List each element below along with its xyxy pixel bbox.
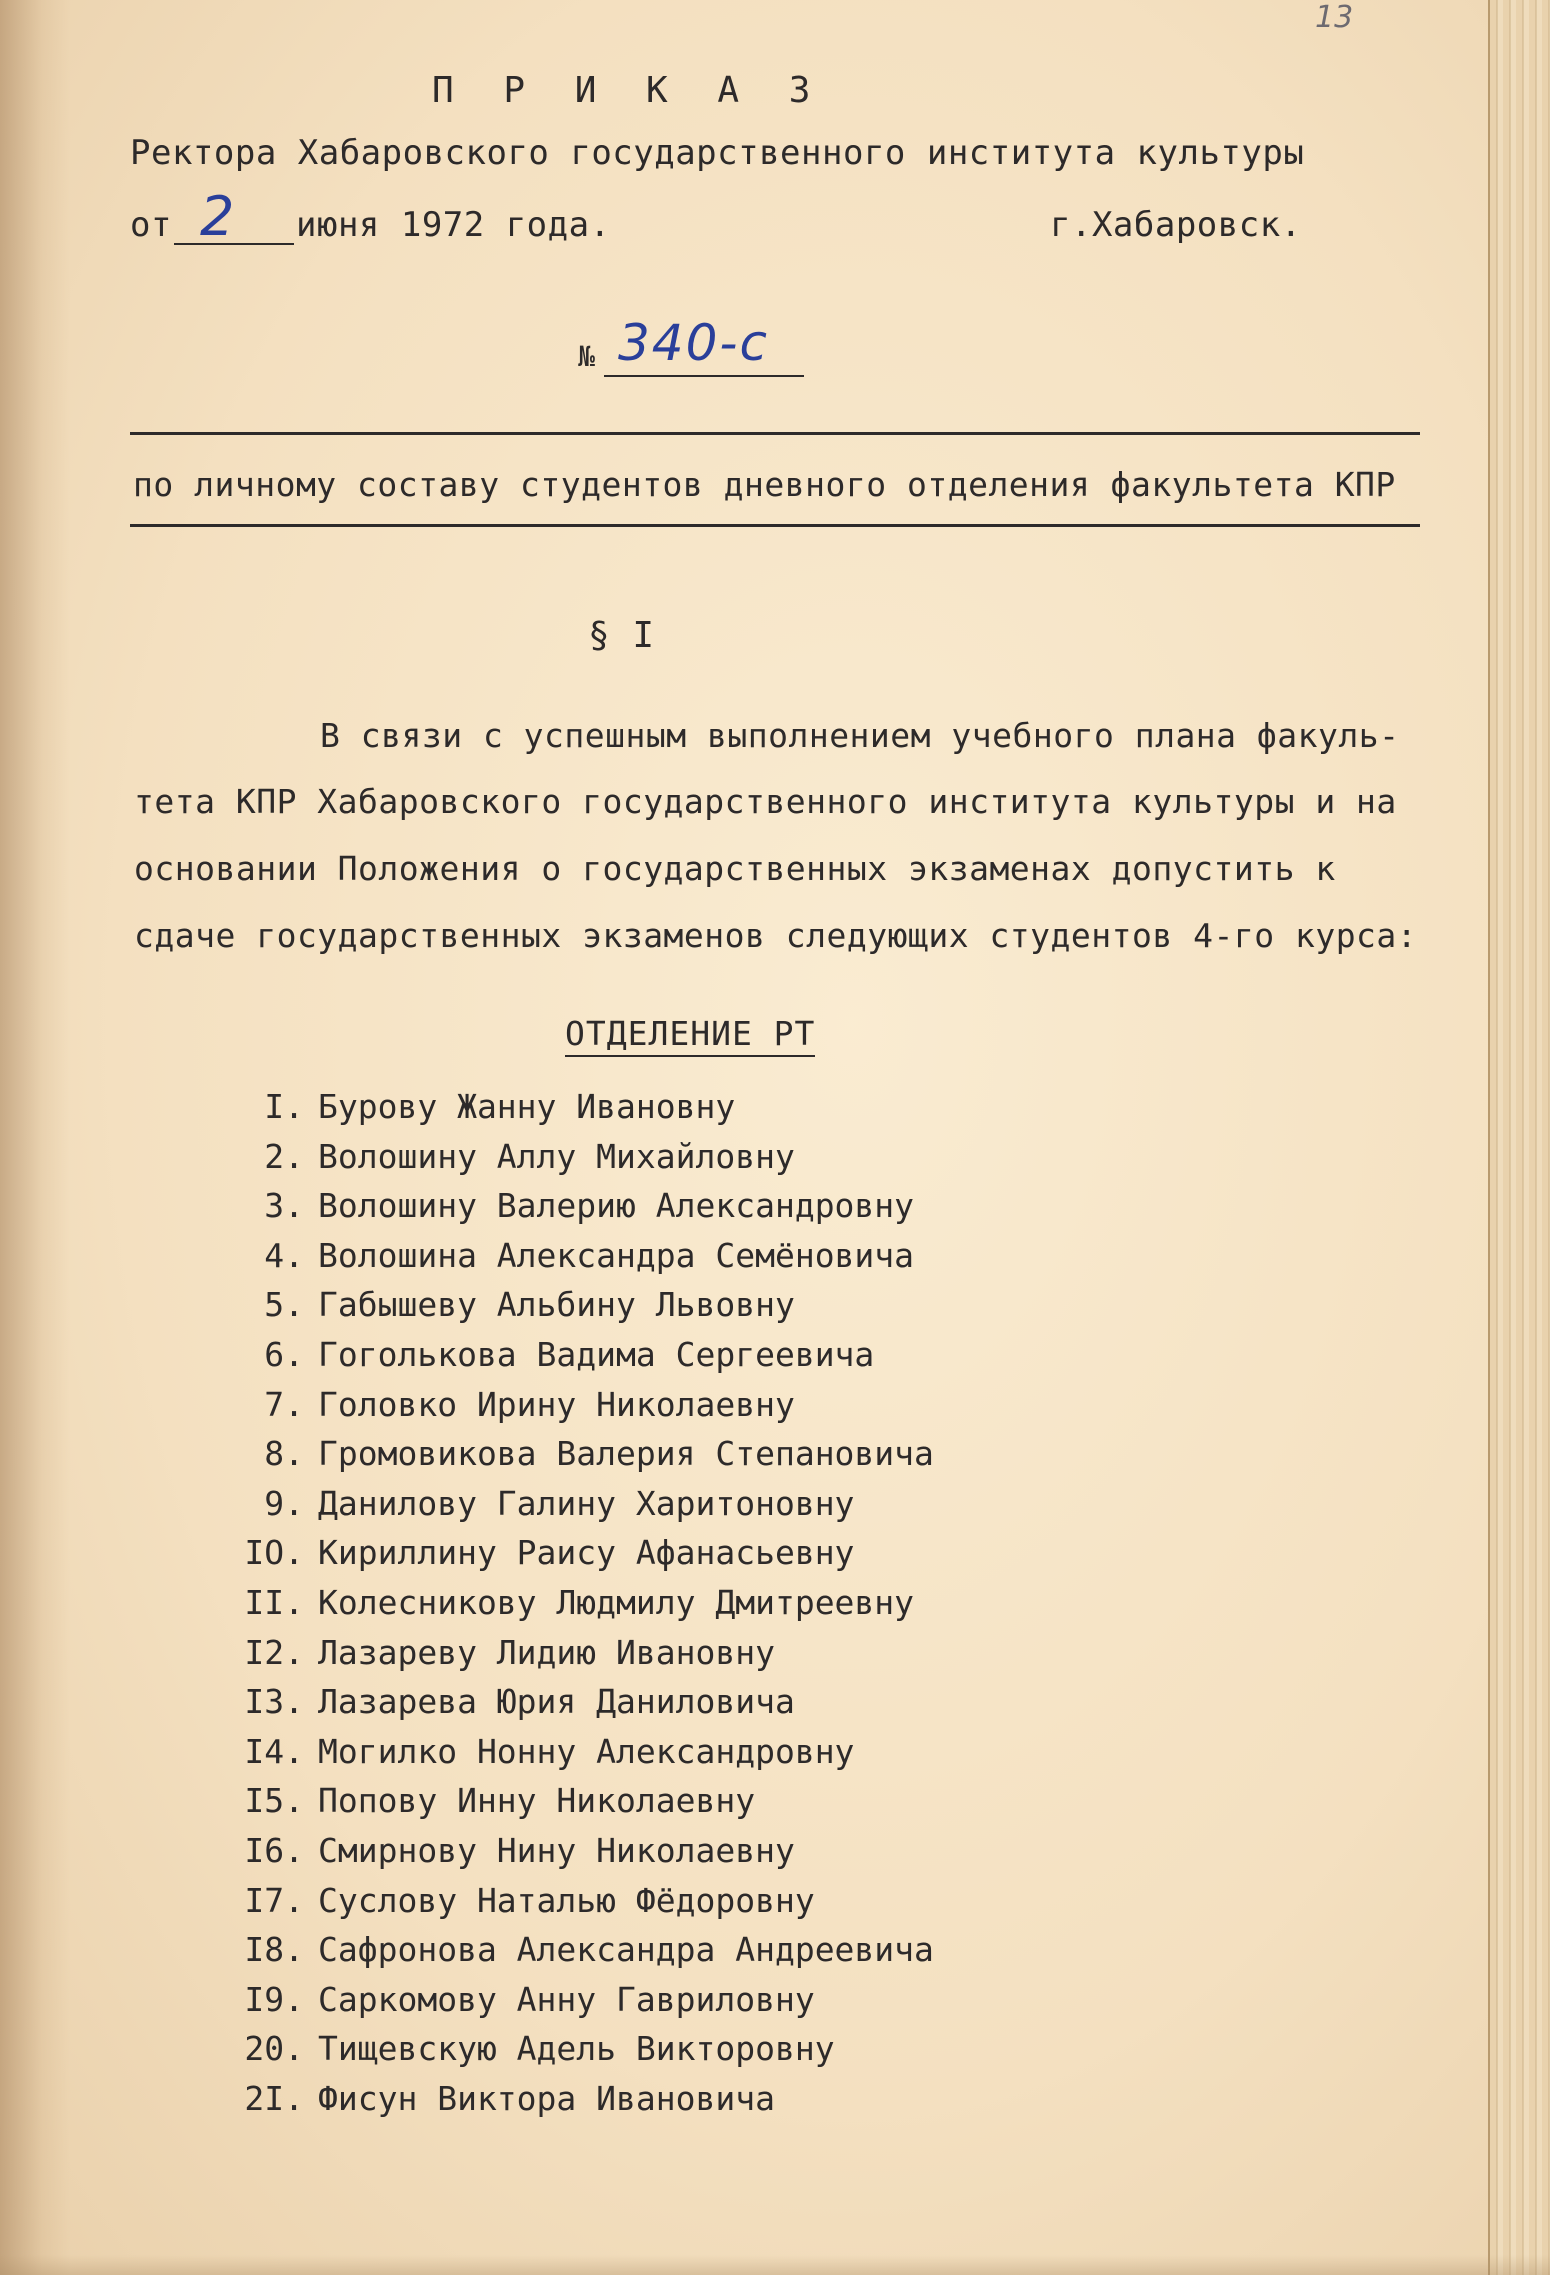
issuer-line: Ректора Хабаровского государственного института культуры <box>130 133 1305 173</box>
list-item <box>240 1628 934 1678</box>
list-item <box>240 1876 934 1926</box>
body-line: тета КПР Хабаровского государственного института культуры и на <box>134 782 1397 821</box>
student-name: Волошину Валерию Александровну <box>318 1186 915 1226</box>
body-line: основании Положения о государственных экзаменах допустить к <box>134 849 1336 888</box>
list-item <box>240 1727 934 1777</box>
item-number: I9. <box>244 1979 304 2019</box>
bottom-page-edge <box>0 2255 1550 2275</box>
archive-page-mark: 13 <box>1315 0 1354 35</box>
item-number: 20. <box>244 2029 304 2069</box>
item-number: 4. <box>264 1235 304 1275</box>
number-underline <box>604 375 804 377</box>
item-number: II. <box>244 1582 304 1622</box>
list-item <box>240 1132 934 1182</box>
order-number <box>578 314 838 380</box>
list-item <box>240 1826 934 1876</box>
section-heading: § I <box>588 615 655 656</box>
student-name: Кириллину Раису Афанасьевну <box>318 1533 855 1573</box>
student-name: Данилову Галину Харитоновну <box>318 1483 855 1523</box>
student-name: Сафронова Александра Андреевича <box>318 1930 934 1970</box>
list-item <box>240 1528 934 1578</box>
body-line: В связи с успешным выполнением учебного плана факуль- <box>320 716 1400 755</box>
student-name: Волошина Александра Семёновича <box>318 1235 915 1275</box>
list-item <box>240 1975 934 2025</box>
city: г.Хабаровск. <box>1050 205 1302 245</box>
item-number: I7. <box>244 1880 304 1920</box>
student-name: Габышеву Альбину Львовну <box>318 1285 795 1325</box>
item-number: 7. <box>264 1384 304 1424</box>
number-sign: № <box>578 340 596 373</box>
item-number: I3. <box>244 1682 304 1722</box>
handwritten-day: 2 <box>200 185 235 248</box>
binding-shadow <box>0 0 70 2275</box>
student-name: Суслову Наталью Фёдоровну <box>318 1880 815 1920</box>
date-month-year: июня 1972 года. <box>296 205 611 245</box>
student-name: Саркомову Анну Гавриловну <box>318 1979 815 2019</box>
item-number: 2. <box>264 1136 304 1176</box>
student-name: Гоголькова Вадима Сергеевича <box>318 1334 875 1374</box>
list-item <box>240 1479 934 1529</box>
stacked-page-edges <box>1488 0 1550 2275</box>
list-item <box>240 1330 934 1380</box>
list-item <box>240 1280 934 1330</box>
item-number: 5. <box>264 1285 304 1325</box>
department-heading: ОТДЕЛЕНИЕ РТ <box>565 1014 815 1057</box>
item-number: IO. <box>244 1533 304 1573</box>
list-item <box>240 1677 934 1727</box>
list-item <box>240 1380 934 1430</box>
list-item <box>240 1231 934 1281</box>
item-number: I4. <box>244 1731 304 1771</box>
handwritten-order-number: 340-с <box>618 314 769 372</box>
item-number: I2. <box>244 1632 304 1672</box>
list-item <box>240 2074 934 2124</box>
list-item <box>240 1776 934 1826</box>
student-name: Смирнову Нину Николаевну <box>318 1830 795 1870</box>
item-number: I8. <box>244 1930 304 1970</box>
student-name: Волошину Аллу Михайловну <box>318 1136 795 1176</box>
student-name: Бурову Жанну Ивановну <box>318 1087 736 1126</box>
student-name: Тищевскую Адель Викторовну <box>318 2029 835 2069</box>
student-list <box>240 1082 934 2123</box>
item-number: 3. <box>264 1186 304 1226</box>
list-item <box>240 1429 934 1479</box>
body-line: сдаче государственных экзаменов следующих студентов 4-го курса: <box>134 916 1418 955</box>
item-number: 8. <box>264 1434 304 1474</box>
student-name: Попову Инну Николаевну <box>318 1781 756 1821</box>
list-item <box>240 2024 934 2074</box>
student-name: Головко Ирину Николаевну <box>318 1384 795 1424</box>
item-number: I. <box>264 1087 304 1126</box>
item-number: I6. <box>244 1830 304 1870</box>
student-name: Фисун Виктора Ивановича <box>318 2078 775 2118</box>
student-name: Громовикова Валерия Степановича <box>318 1434 934 1474</box>
bottom-rule <box>130 524 1420 527</box>
list-item <box>240 1925 934 1975</box>
date-prefix: от <box>130 205 172 245</box>
order-subject: по личному составу студентов дневного отделения факультета КПР <box>133 465 1396 504</box>
student-name: Лазареву Лидию Ивановну <box>318 1632 775 1672</box>
list-item <box>240 1082 934 1132</box>
item-number: I5. <box>244 1781 304 1821</box>
student-name: Колесникову Людмилу Дмитреевну <box>318 1582 915 1622</box>
item-number: 6. <box>264 1334 304 1374</box>
item-number: 2I. <box>244 2078 304 2118</box>
list-item <box>240 1181 934 1231</box>
document-title: П Р И К А З <box>432 70 825 111</box>
list-item <box>240 1578 934 1628</box>
item-number: 9. <box>264 1483 304 1523</box>
top-rule <box>130 432 1420 435</box>
student-name: Лазарева Юрия Даниловича <box>318 1682 795 1722</box>
student-name: Могилко Нонну Александровну <box>318 1731 855 1771</box>
